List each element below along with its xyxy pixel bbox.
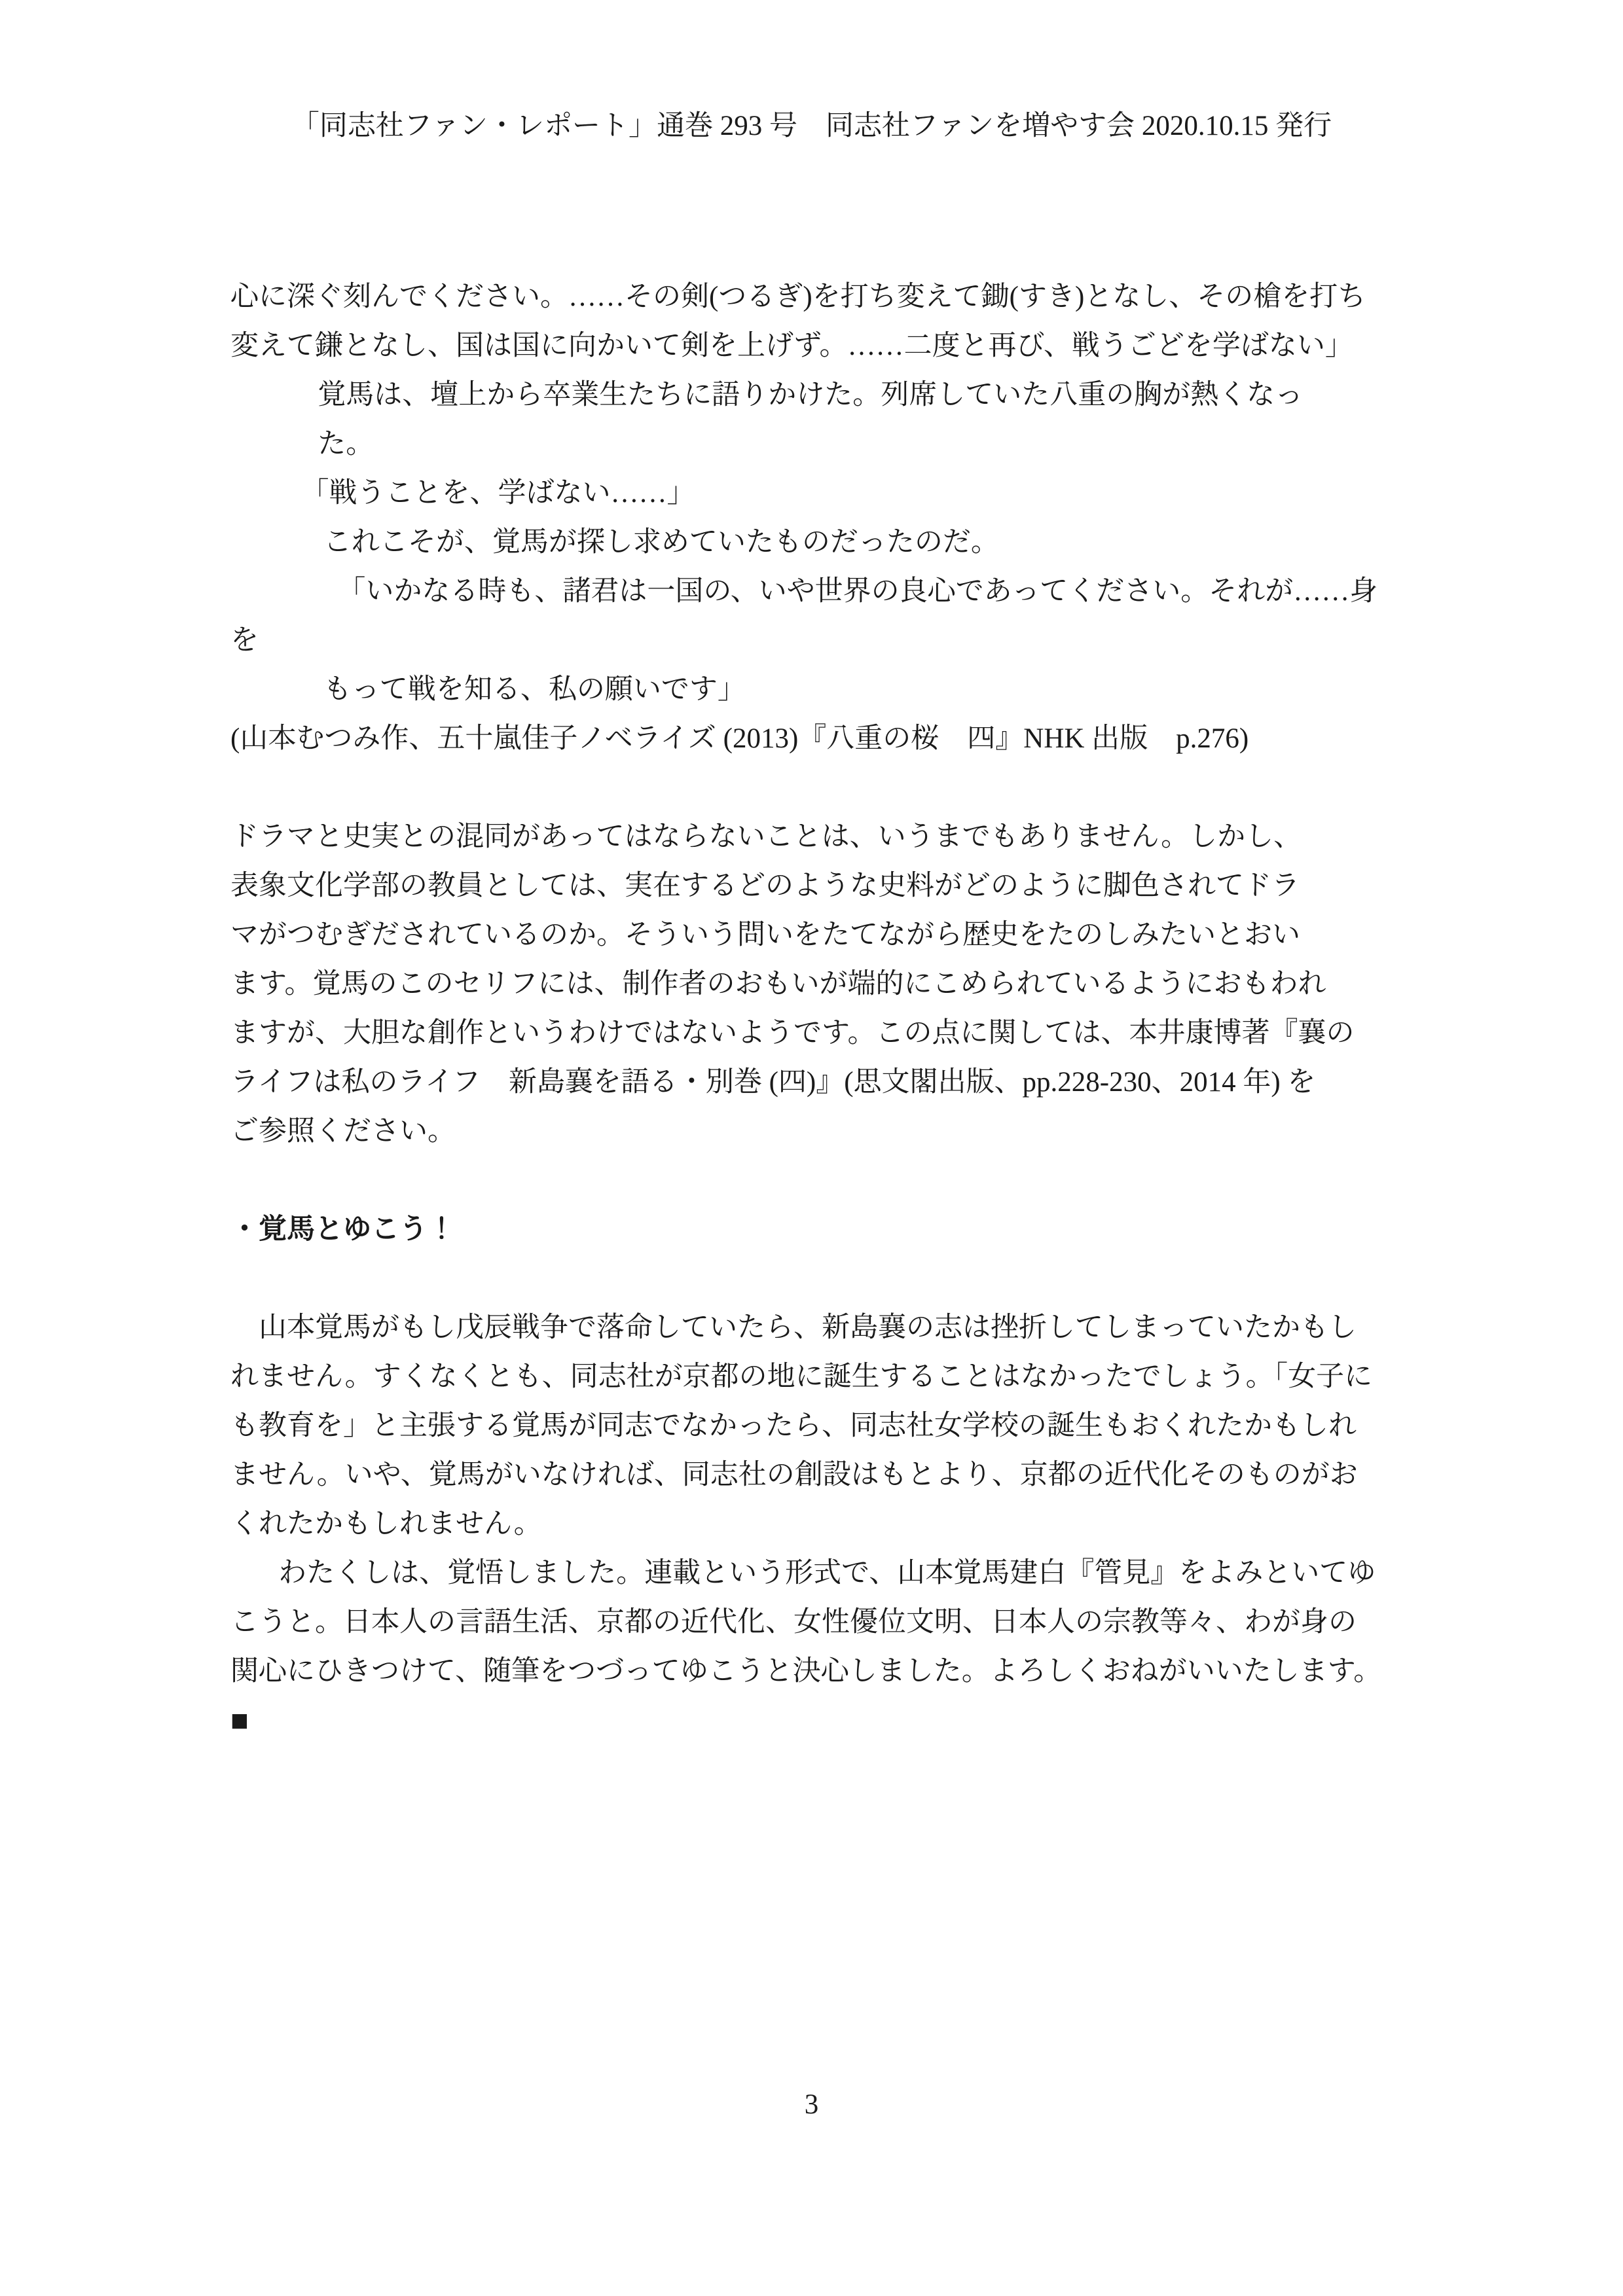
text-line: 「いかなる時も、諸君は一国の、いや世界の良心であってください。それが……身 xyxy=(337,576,1378,607)
text-line: わたくしは、覚悟しました。連載という形式で、山本覚馬建白『管見』をよみといてゆ xyxy=(278,1558,1376,1588)
text-line: ご参照ください。 xyxy=(230,1116,456,1147)
text-line: 「戦うことを、学ばない……」 xyxy=(301,478,695,509)
text-line: (山本むつみ作、五十嵐佳子ノベライズ (2013)『八重の桜 四』NHK 出版 p.276) xyxy=(230,723,1249,754)
text-line: ますが、大胆な創作というわけではないようです。この点に関しては、本井康博著『襄の xyxy=(230,1018,1355,1049)
quote-passage xyxy=(230,272,1402,763)
newsletter-header: 「同志社ファン・レポート」通巻 293 号 同志社ファンを増やす会 2020.10.15 発行 xyxy=(291,111,1332,141)
text-line: ドラマと史実との混同があってはならないことは、いうまでもありません。しかし、 xyxy=(230,821,1302,852)
text-line: を xyxy=(230,625,259,656)
text-line: ライフは私のライフ 新島襄を語る・別巻 (四)』(思文閣出版、pp.228-230、2014 年) を xyxy=(230,1067,1316,1098)
text-line: 関心にひきつけて、随筆をつづってゆこうと決心しました。よろしくおねがいいたします。 xyxy=(230,1656,1382,1687)
text-line: ません。いや、覚馬がいなければ、同志社の創設はもとより、京都の近代化そのものがお xyxy=(230,1460,1358,1490)
section-heading: ・覚馬とゆこう！ xyxy=(230,1214,456,1245)
end-mark: ■ xyxy=(230,1704,249,1737)
text-line: 心に深ぐ刻んでください。……その剣(つるぎ)を打ち変えて鋤(すき)となし、その槍を打ち xyxy=(230,281,1366,312)
kakuma-paragraph xyxy=(230,1303,1402,1696)
text-line: マがつむぎだされているのか。そういう問いをたてながら歴史をたのしみたいとおい xyxy=(230,920,1300,950)
text-line: 変えて鎌となし、国は国に向かいて剣を上げず。……二度と再び、戦うごどを学ばない」 xyxy=(230,331,1353,361)
text-line: れません。すくなくとも、同志社が京都の地に誕生することはなかったでしょう。「女子に xyxy=(230,1361,1373,1392)
text-line: 山本覚馬がもし戊辰戦争で落命していたら、新島襄の志は挫折してしまっていたかもし xyxy=(259,1312,1357,1343)
text-line: も教育を」と主張する覚馬が同志でなかったら、同志社女学校の誕生もおくれたかもしれ xyxy=(230,1410,1357,1441)
text-line: た。 xyxy=(318,429,374,459)
commentary-paragraph xyxy=(230,812,1402,1156)
text-line: 表象文化学部の教員としては、実在するどのような史料がどのように脚色されてドラ xyxy=(230,870,1300,901)
page-number: 3 xyxy=(804,2089,819,2120)
text-line: こうと。日本人の言語生活、京都の近代化、女性優位文明、日本人の宗教等々、わが身の xyxy=(230,1607,1357,1638)
text-line: 覚馬は、壇上から卒業生たちに語りかけた。列席していた八重の胸が熱くなっ xyxy=(318,380,1304,410)
text-line: ます。覚馬のこのセリフには、制作者のおもいが端的にこめられているようにおもわれ xyxy=(230,969,1326,999)
document-body xyxy=(230,272,1402,1745)
text-line: もって戦を知る、私の願いです」 xyxy=(323,674,746,705)
text-line: くれたかもしれません。 xyxy=(230,1509,542,1539)
text-line: これこそが、覚馬が探し求めていたものだったのだ。 xyxy=(323,527,999,558)
